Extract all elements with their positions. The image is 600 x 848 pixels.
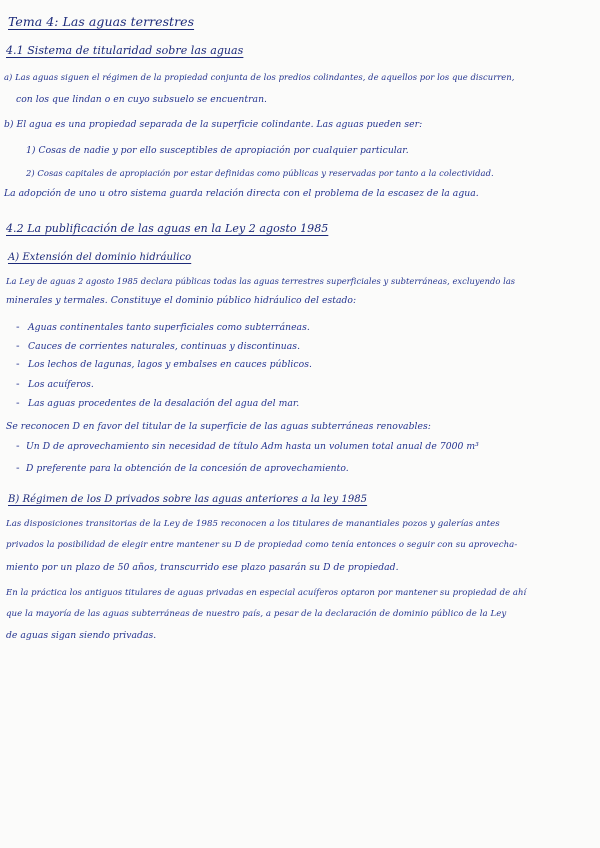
paragraph-b-item-2: 2) Cosas capitales de apropiación por estar definidas como públicas y reservadas por tanto a la colectividad. (26, 168, 494, 178)
list-bullet: - (16, 341, 20, 352)
list-item-5: Las aguas procedentes de la desalación del agua del mar. (28, 398, 300, 409)
list-item-4: Los acuíferos. (28, 379, 94, 390)
list-item-3: Los lechos de lagunas, lagos y embalses en cauces públicos. (28, 359, 312, 370)
rights-item-1: Un D de aprovechamiento sin necesidad de título Adm hasta un volumen total anual de 7000 m³ (26, 441, 479, 452)
paragraph-3: Se reconocen D en favor del titular de la superficie de las aguas subterráneas renovables: (6, 421, 431, 432)
list-item-2: Cauces de corrientes naturales, continuas y discontinuas. (28, 341, 301, 352)
paragraph-a-line-2: con los que lindan o en cuyo subsuelo se encuentran. (16, 94, 268, 105)
paragraph-b-line-1: b) El agua es una propiedad separada de la superficie colindante. Las aguas pueden ser: (4, 119, 423, 130)
list-bullet: - (16, 398, 20, 409)
list-item-1: Aguas continentales tanto superficiales como subterráneas. (28, 322, 310, 333)
paragraph-a-line-1: a) Las aguas siguen el régimen de la propiedad conjunta de los predios colindantes, de aquellos por los que discurren, (4, 72, 515, 82)
paragraph-5-line-2: que la mayoría de las aguas subterráneas de nuestro país, a pesar de la declaración de dominio público de la Ley (6, 609, 507, 619)
paragraph-b-item-1: 1) Cosas de nadie y por ello susceptibles de apropiación por cualquier particular. (26, 145, 409, 156)
subsection-a-heading: A) Extensión del dominio hidráulico (8, 252, 192, 263)
list-bullet: - (16, 359, 20, 370)
list-bullet: - (16, 463, 20, 474)
paragraph-1-line-1: La Ley de aguas 2 agosto 1985 declara públicas todas las aguas terrestres superficiales y subterráneas, excluyendo las (6, 276, 516, 286)
paragraph-5-line-3: de aguas sigan siendo privadas. (6, 630, 157, 641)
list-bullet: - (16, 322, 20, 333)
subsection-b-heading: B) Régimen de los D privados sobre las aguas anteriores a la ley 1985 (8, 494, 368, 505)
page-title: Tema 4: Las aguas terrestres (8, 14, 195, 29)
rights-item-2: D preferente para la obtención de la concesión de aprovechamiento. (26, 463, 349, 474)
paragraph-5-line-1: En la práctica los antiguos titulares de aguas privadas en especial acuíferos optaron por mantener su propiedad de ahí (6, 588, 527, 598)
paragraph-4-line-3: miento por un plazo de 50 años, transcurrido ese plazo pasarán su D de propiedad. (6, 562, 399, 573)
paragraph-4-line-2: privados la posibilidad de elegir entre mantener su D de propiedad como tenía entonces o seguir con su aprovecha- (6, 540, 518, 550)
paragraph-1-line-2: minerales y termales. Constituye el dominio público hidráulico del estado: (6, 295, 357, 306)
section-4-2-heading: 4.2 La publificación de las aguas en la Ley 2 agosto 1985 (6, 222, 329, 235)
list-bullet: - (16, 379, 20, 390)
paragraph-c: La adopción de uno u otro sistema guarda relación directa con el problema de la escasez de la agua. (4, 188, 479, 199)
list-bullet: - (16, 441, 20, 452)
section-4-1-heading: 4.1 Sistema de titularidad sobre las aguas (6, 44, 244, 57)
paragraph-4-line-1: Las disposiciones transitorias de la Ley de 1985 reconocen a los titulares de manantiales pozos y galerías antes (6, 519, 500, 529)
